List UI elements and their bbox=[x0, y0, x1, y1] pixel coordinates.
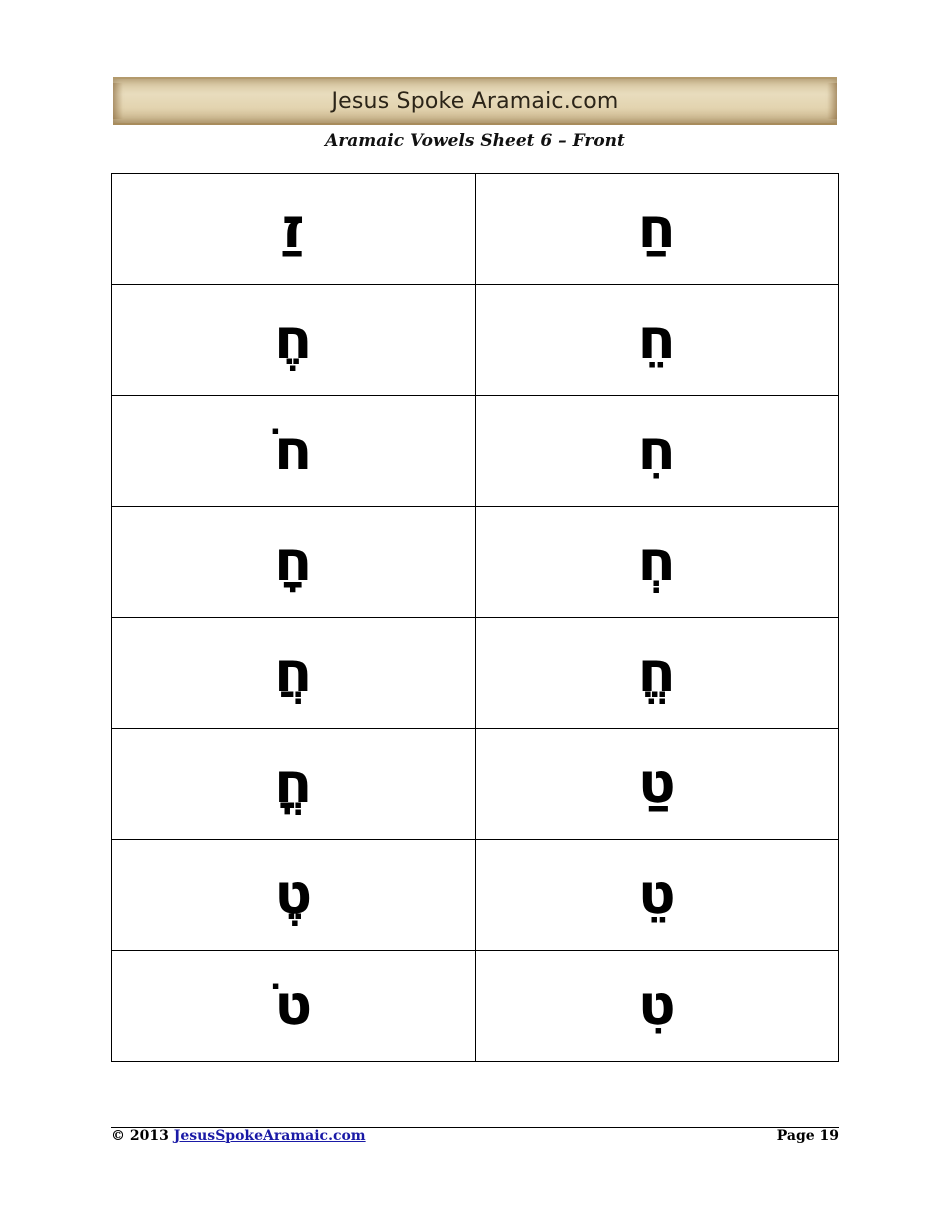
vowel-glyph: טֹ bbox=[274, 973, 313, 1038]
vowel-card bbox=[112, 174, 476, 285]
vowel-glyph: זַ bbox=[282, 196, 305, 261]
vowel-glyph: חַ bbox=[637, 196, 676, 261]
vowel-glyph: טֵ bbox=[637, 862, 676, 927]
vowel-glyph: חֲ bbox=[274, 640, 313, 705]
vowel-card bbox=[112, 951, 476, 1062]
card-row bbox=[112, 285, 839, 396]
card-row bbox=[112, 951, 839, 1062]
vowel-glyph: חֵ bbox=[637, 307, 676, 372]
vowel-glyph: טַ bbox=[637, 751, 676, 816]
vowel-glyph: חִ bbox=[637, 418, 676, 483]
vowel-glyph: חָ bbox=[274, 529, 313, 594]
sheet-title: Aramaic Vowels Sheet 6 – Front bbox=[325, 131, 625, 151]
vowel-glyph: חֹ bbox=[274, 418, 313, 483]
vowel-card bbox=[112, 507, 476, 618]
vowel-glyph: חֱ bbox=[637, 640, 676, 705]
vowel-glyph: חֳ bbox=[274, 751, 313, 816]
vowel-card bbox=[112, 396, 476, 507]
card-row bbox=[112, 840, 839, 951]
vowel-card bbox=[475, 729, 839, 840]
card-row bbox=[112, 174, 839, 285]
banner-text: Jesus Spoke Aramaic.com bbox=[331, 88, 619, 114]
vowel-card bbox=[475, 285, 839, 396]
vowel-card bbox=[112, 618, 476, 729]
vowel-glyph: חְ bbox=[637, 529, 676, 594]
vowel-card bbox=[475, 396, 839, 507]
vowel-card bbox=[475, 507, 839, 618]
vowel-card bbox=[475, 174, 839, 285]
site-link[interactable]: JesusSpokeAramaic.com bbox=[173, 1128, 366, 1144]
footer-copyright bbox=[111, 1128, 366, 1144]
vowel-card bbox=[112, 285, 476, 396]
vowel-card bbox=[475, 618, 839, 729]
vowel-card bbox=[112, 840, 476, 951]
card-row bbox=[112, 507, 839, 618]
card-row bbox=[112, 729, 839, 840]
vowel-card-grid bbox=[111, 173, 839, 1062]
vowel-glyph: חֶ bbox=[274, 307, 313, 372]
copyright-text: © 2013 bbox=[111, 1128, 174, 1144]
site-banner bbox=[113, 77, 837, 125]
page-number: Page 19 bbox=[776, 1128, 839, 1144]
vowel-glyph: טֶ bbox=[274, 862, 313, 927]
card-row bbox=[112, 618, 839, 729]
vowel-card bbox=[112, 729, 476, 840]
vowel-card bbox=[475, 951, 839, 1062]
vowel-card bbox=[475, 840, 839, 951]
vowel-glyph: טִ bbox=[637, 973, 676, 1038]
card-row bbox=[112, 396, 839, 507]
